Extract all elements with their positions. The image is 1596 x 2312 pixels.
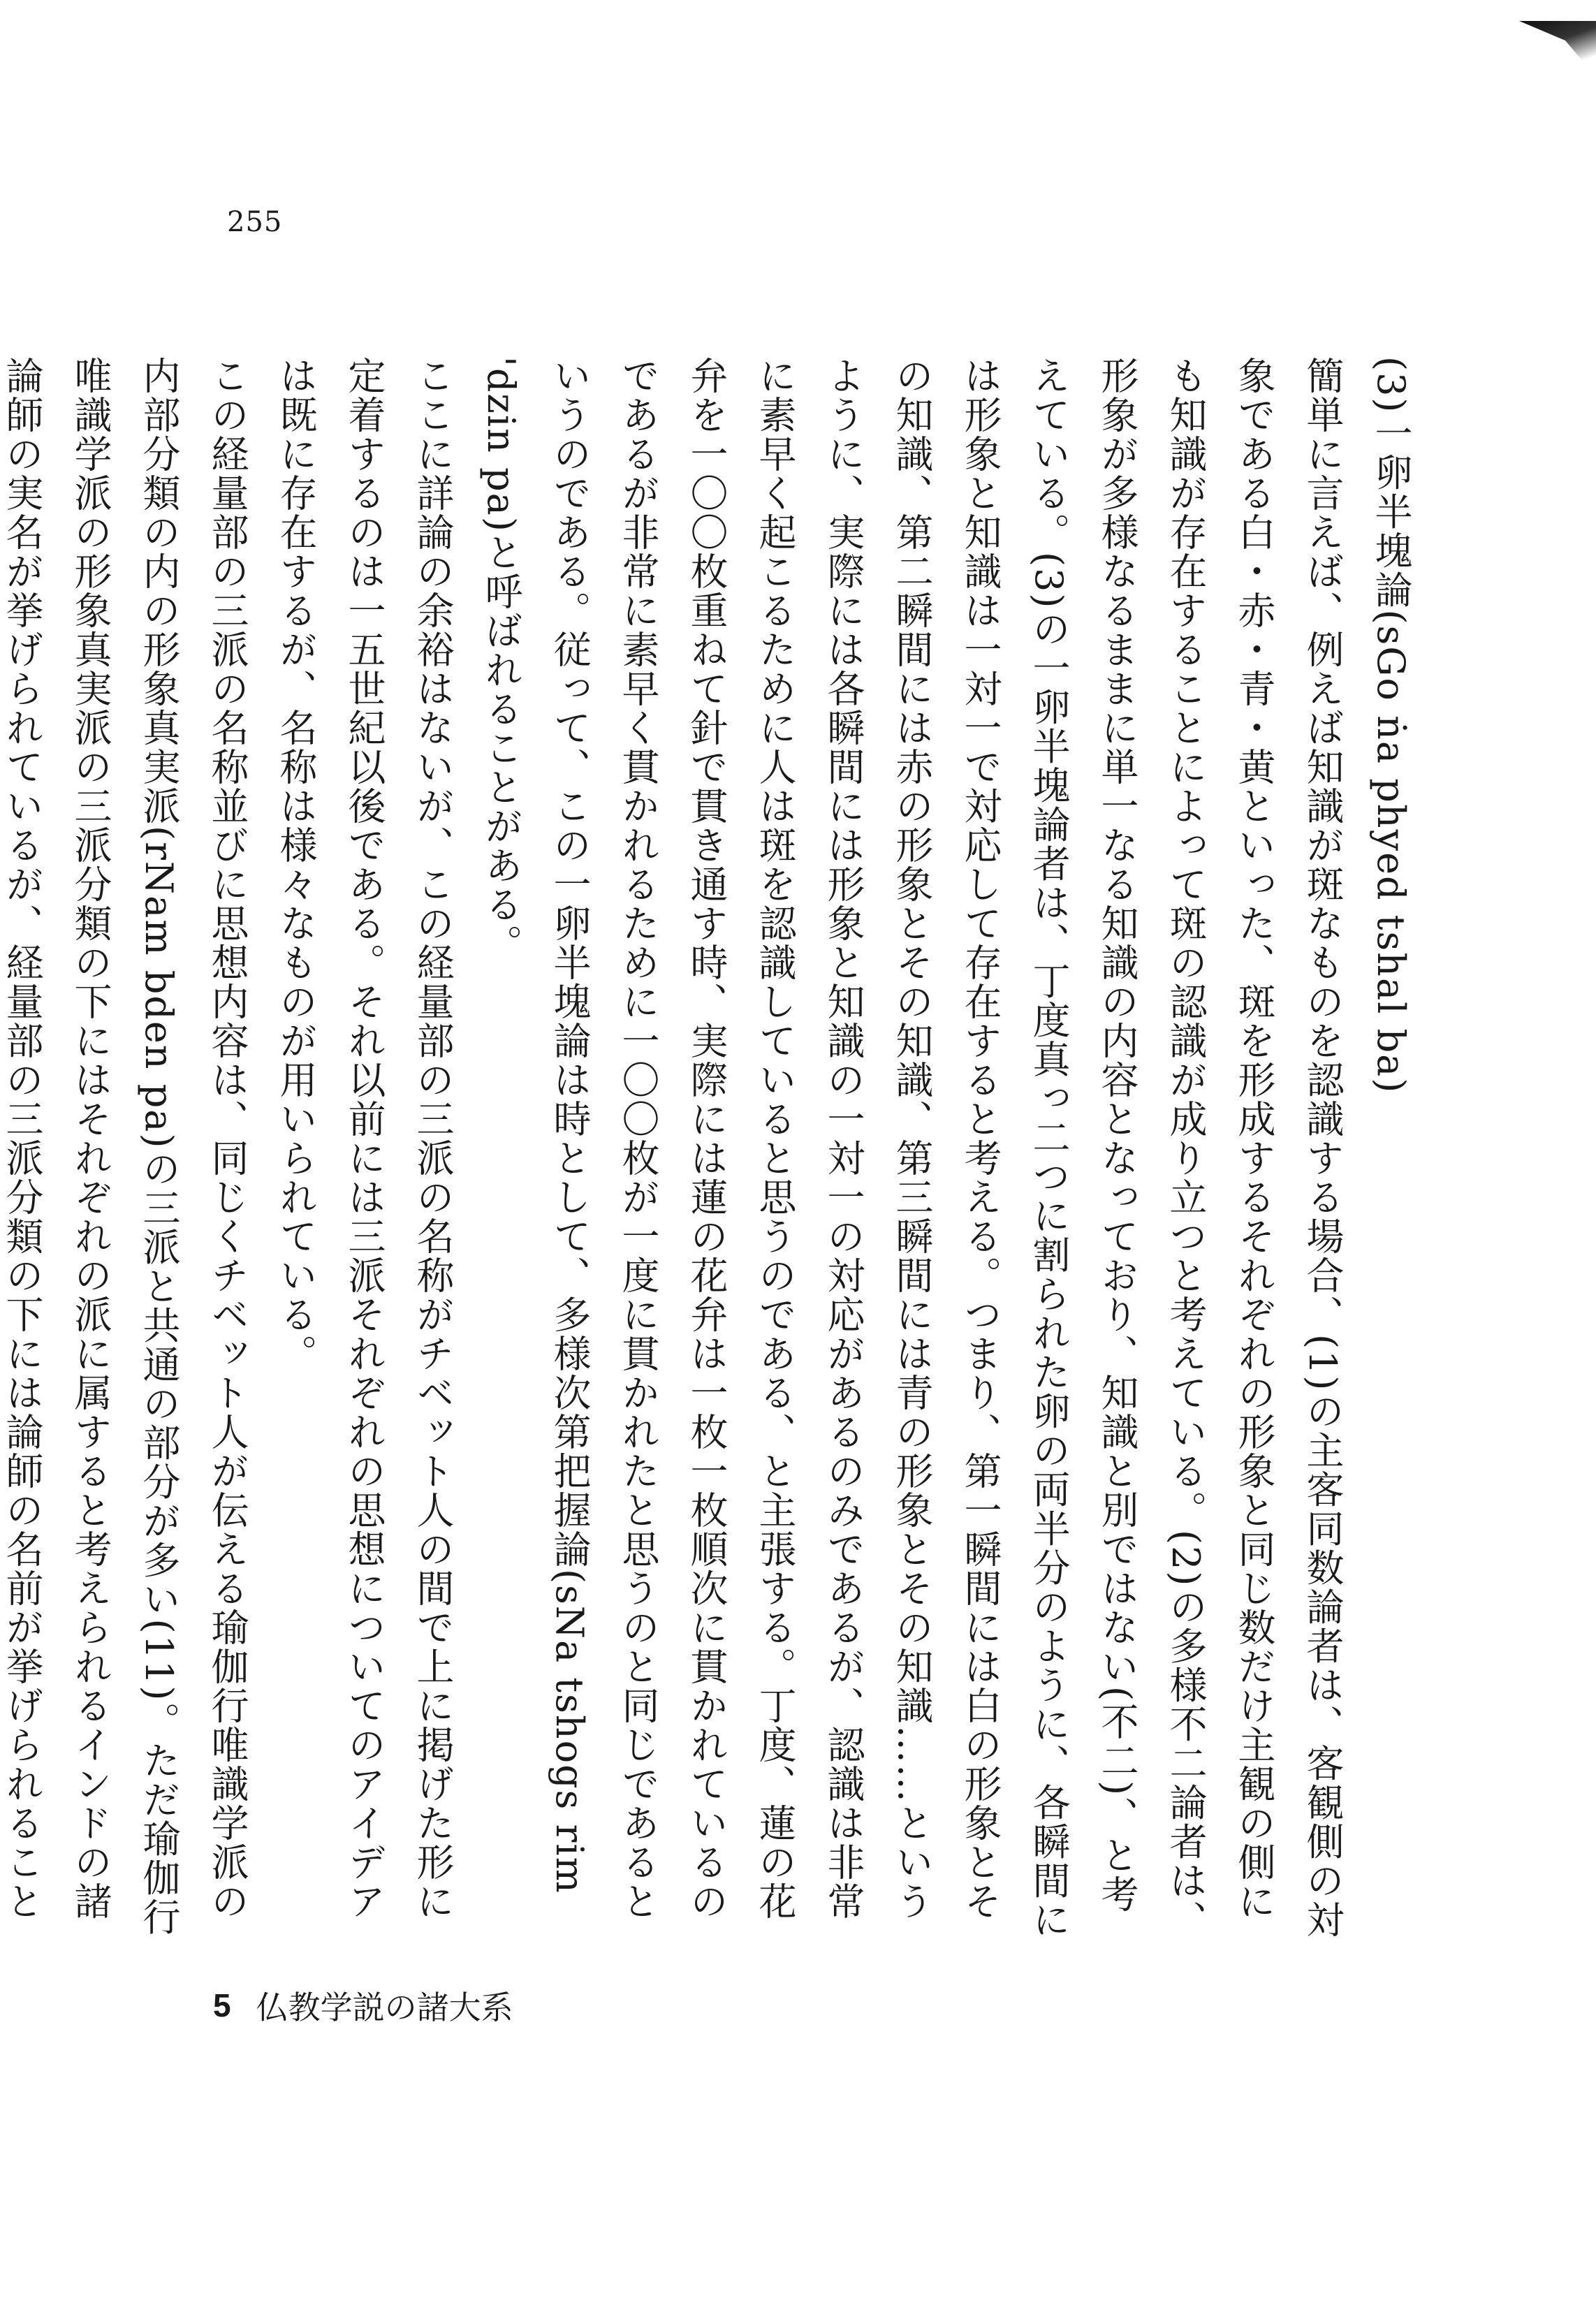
paragraph: ここに詳論の余裕はないが、この経量部の三派の名称がチベット人の間で上に掲げた形に定着するのは一五世紀以後である。それ以前には三派それぞれの思想についてのアイデアは既に存在するが、名称は様々なものが用いられている。 [274, 356, 455, 1921]
section-heading: (3)一卵半塊論(sGo ṅa phyed tshal ba) [1369, 356, 1413, 1095]
chapter-number: 5 [213, 1987, 231, 2024]
body-text [0, 356, 1425, 1942]
paragraph: この経量部の三派の名称並びに思想内容は、同じくチベット人が伝える瑜伽行唯識学派の内部分類の内の形象真実派(rNam bden pa)の三派と共通の部分が多い(11)。ただ瑜伽行唯識学派の形象真実派の三派分類の下にはそれぞれの派に属すると考えられるインドの諸論師の実名が挙げられているが、経量部の三派分類の下には論師の名前が挙げられること [0, 356, 249, 1937]
chapter-title: 仏教学説の諸大系 [256, 1989, 513, 2026]
running-footer [213, 1982, 513, 2028]
page-number: 255 [227, 206, 283, 238]
paragraph: 簡単に言えば、例えば知識が斑なものを認識する場合、(1)の主客同数論者は、客観側の対象である白・赤・青・黄といった、斑を形成するそれぞれの形象と同じ数だけ主観の側にも知識が存在することによって斑の認識が成り立つと考えている。(2)の多様不二論者は、形象が多様なるままに単一なる知識の内容となっており、知識と別ではない(不二)、と考えている。(3)の一卵半塊論者は、丁度真っ二つに割られた卵の両半分のように、各瞬間には形象と知識は一対一で対応して存在すると考える。つまり、第一瞬間には白の形象とその知識、第二瞬間には赤の形象とその知識、第三瞬間には青の形象とその知識……というように、実際には各瞬間には形象と知識の一対一の対応があるのみであるが、認識は非常に素早く起こるために人は斑を認識していると思うのである、と主張する。丁度、蓮の花弁を一〇〇枚重ねて針で貫き通す時、実際には蓮の花弁は一枚一枚順次に貫かれているのであるが非常に素早く貫かれるために一〇〇枚が一度に貫かれたと思うのと同じであるというのである。従って、この一卵半塊論は時として、多様次第把握論(sNa tshogs rim 'dzin pa)と呼ばれることがある。 [479, 356, 1345, 1940]
scan-edge-mark [1519, 21, 1596, 77]
